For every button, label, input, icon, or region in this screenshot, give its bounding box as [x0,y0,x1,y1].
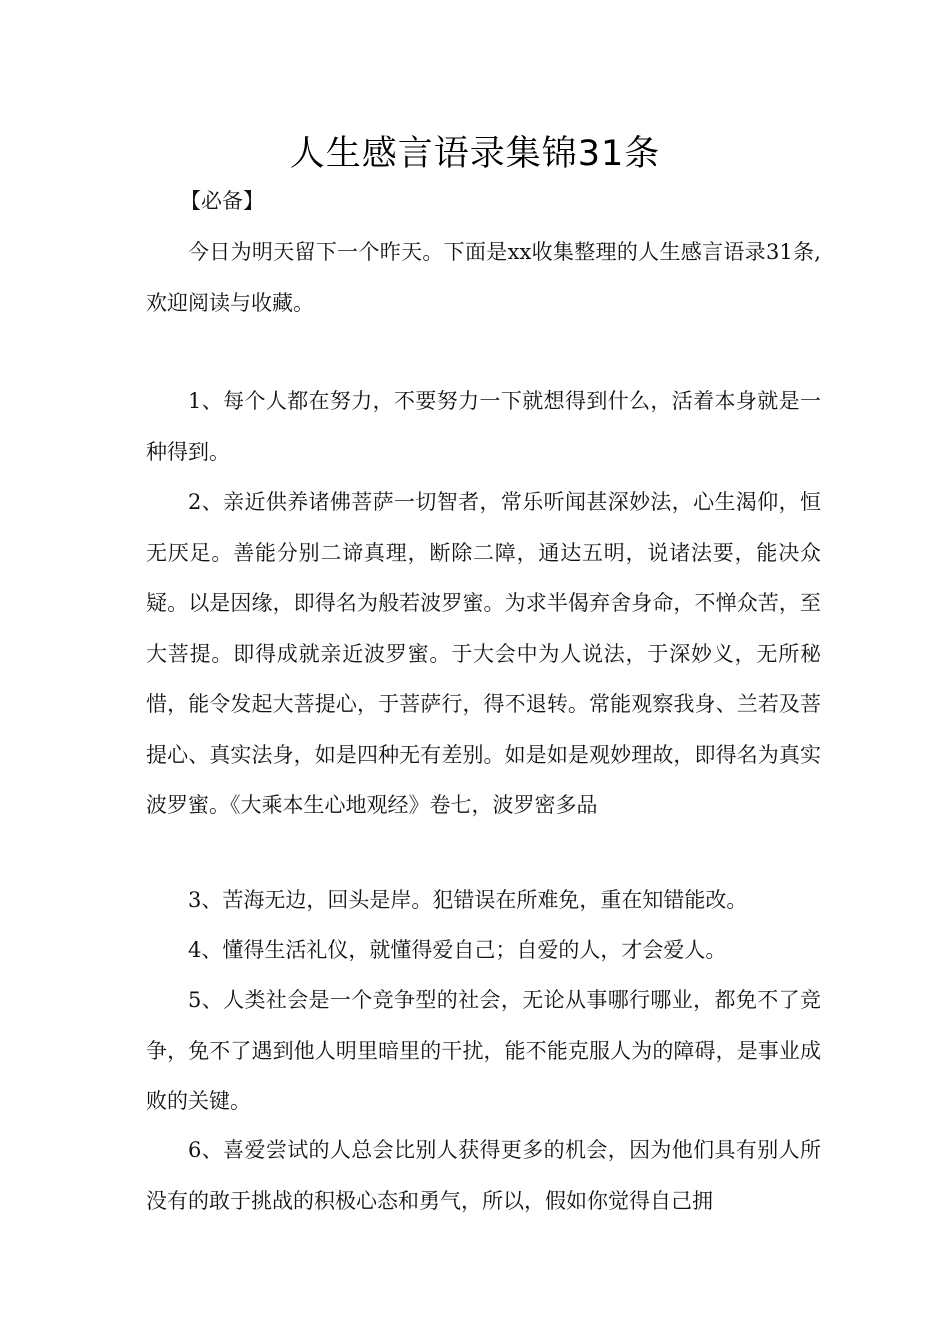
quote-paragraph-5: 5、人类社会是一个竞争型的社会，无论从事哪行哪业，都免不了竞争，免不了遇到他人明里暗里的干扰，能不能克服人为的障碍，是事业成败的关键。 [146,988,821,1113]
quote-paragraph-1: 1、每个人都在努力，不要努力一下就想得到什么，活着本身就是一种得到。 [146,389,821,464]
intro-paragraph: 今日为明天留下一个昨天。下面是xx收集整理的人生感言语录31条,欢迎阅读与收藏。 [146,240,821,315]
quote-paragraph-2: 2、亲近供养诸佛菩萨一切智者，常乐听闻甚深妙法，心生渴仰，恒无厌足。善能分别二谛真理，断除二障，通达五明，说诸法要，能决众疑。以是因缘，即得名为般若波罗蜜。为求半偈弃舍身命，不惮众苦，至大菩提。即得成就亲近波罗蜜。于大会中为人说法，于深妙义，无所秘惜，能令发起大菩提心，于菩萨行，得不退转。常能观察我身、兰若及菩提心、真实法身，如是四种无有差别。如是如是观妙理故，即得名为真实波罗蜜。《大乘本生心地观经》卷七，波罗密多品 [146,490,821,817]
quote-paragraph-3: 3、苦海无边，回头是岸。犯错误在所难免，重在知错能改。 [188,888,748,912]
document-title: 人生感言语录集锦31条 [289,134,661,174]
quote-paragraph-4: 4、懂得生活礼仪，就懂得爱自己；自爱的人，才会爱人。 [188,938,727,962]
document-subtitle: 【必备】 [180,189,264,213]
quote-paragraph-6: 6、喜爱尝试的人总会比别人获得更多的机会，因为他们具有别人所没有的敢于挑战的积极心态和勇气，所以，假如你觉得自己拥 [146,1138,821,1213]
